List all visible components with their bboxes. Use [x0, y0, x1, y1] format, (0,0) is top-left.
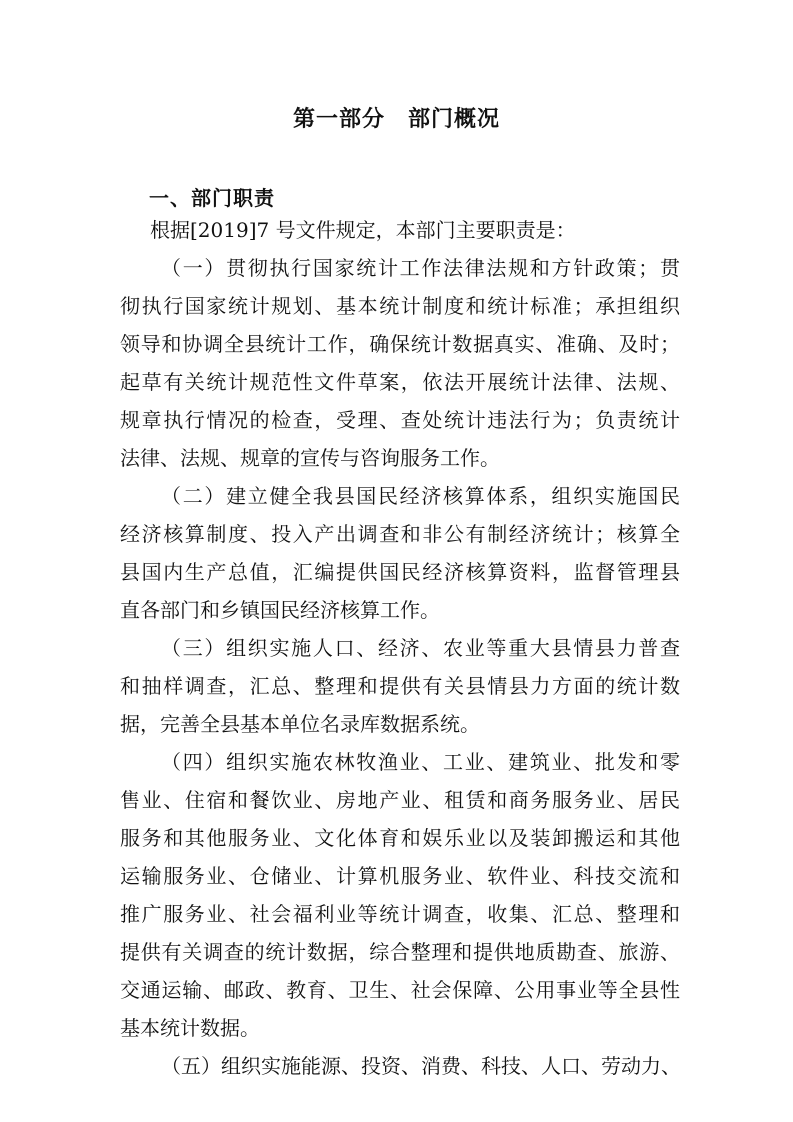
paragraph-line: 据，完善全县基本单位名录库数据系统。	[120, 712, 480, 736]
paragraph-line: 交通运输、邮政、教育、卫生、社会保障、公用事业等全县性	[120, 978, 680, 1002]
paragraph-line: 直各部门和乡镇国民经济核算工作。	[120, 598, 440, 622]
page-title: 第一部分 部门概况	[292, 107, 500, 132]
paragraph-line: 经济核算制度、投入产出调查和非公有制经济统计；核算全	[120, 522, 680, 546]
paragraph-line: 起草有关统计规范性文件草案，依法开展统计法律、法规、	[120, 370, 680, 394]
paragraph-line: 基本统计数据。	[120, 1016, 260, 1040]
paragraph-line: 和抽样调查，汇总、整理和提供有关县情县力方面的统计数	[120, 674, 680, 698]
paragraph-line: （四）组织实施农林牧渔业、工业、建筑业、批发和零	[161, 750, 680, 774]
paragraph-line: 服务和其他服务业、文化体育和娱乐业以及装卸搬运和其他	[120, 826, 680, 850]
paragraph-line: 运输服务业、仓储业、计算机服务业、软件业、科技交流和	[120, 864, 680, 888]
paragraph-line: 彻执行国家统计规划、基本统计制度和统计标准；承担组织	[120, 294, 680, 318]
paragraph-line: （五）组织实施能源、投资、消费、科技、人口、劳动力、	[161, 1054, 681, 1078]
paragraph-line: 提供有关调查的统计数据，综合整理和提供地质勘查、旅游、	[120, 940, 680, 964]
paragraph-line: 根据[2019]7 号文件规定，本部门主要职责是：	[150, 218, 576, 242]
paragraph-line: 县国内生产总值，汇编提供国民经济核算资料，监督管理县	[120, 560, 680, 584]
paragraph-line: （二）建立健全我县国民经济核算体系，组织实施国民	[161, 484, 680, 508]
paragraph-line: 法律、法规、规章的宣传与咨询服务工作。	[120, 446, 500, 470]
paragraph-line: 推广服务业、社会福利业等统计调查，收集、汇总、整理和	[120, 902, 680, 926]
section-heading: 一、部门职责	[149, 186, 275, 210]
paragraph-line: （一）贯彻执行国家统计工作法律法规和方针政策；贯	[161, 256, 680, 280]
paragraph-line: （三）组织实施人口、经济、农业等重大县情县力普查	[161, 636, 680, 660]
paragraph-line: 规章执行情况的检查，受理、查处统计违法行为；负责统计	[120, 408, 680, 432]
paragraph-line: 售业、住宿和餐饮业、房地产业、租赁和商务服务业、居民	[120, 788, 680, 812]
paragraph-line: 领导和协调全县统计工作，确保统计数据真实、准确、及时；	[120, 332, 680, 356]
